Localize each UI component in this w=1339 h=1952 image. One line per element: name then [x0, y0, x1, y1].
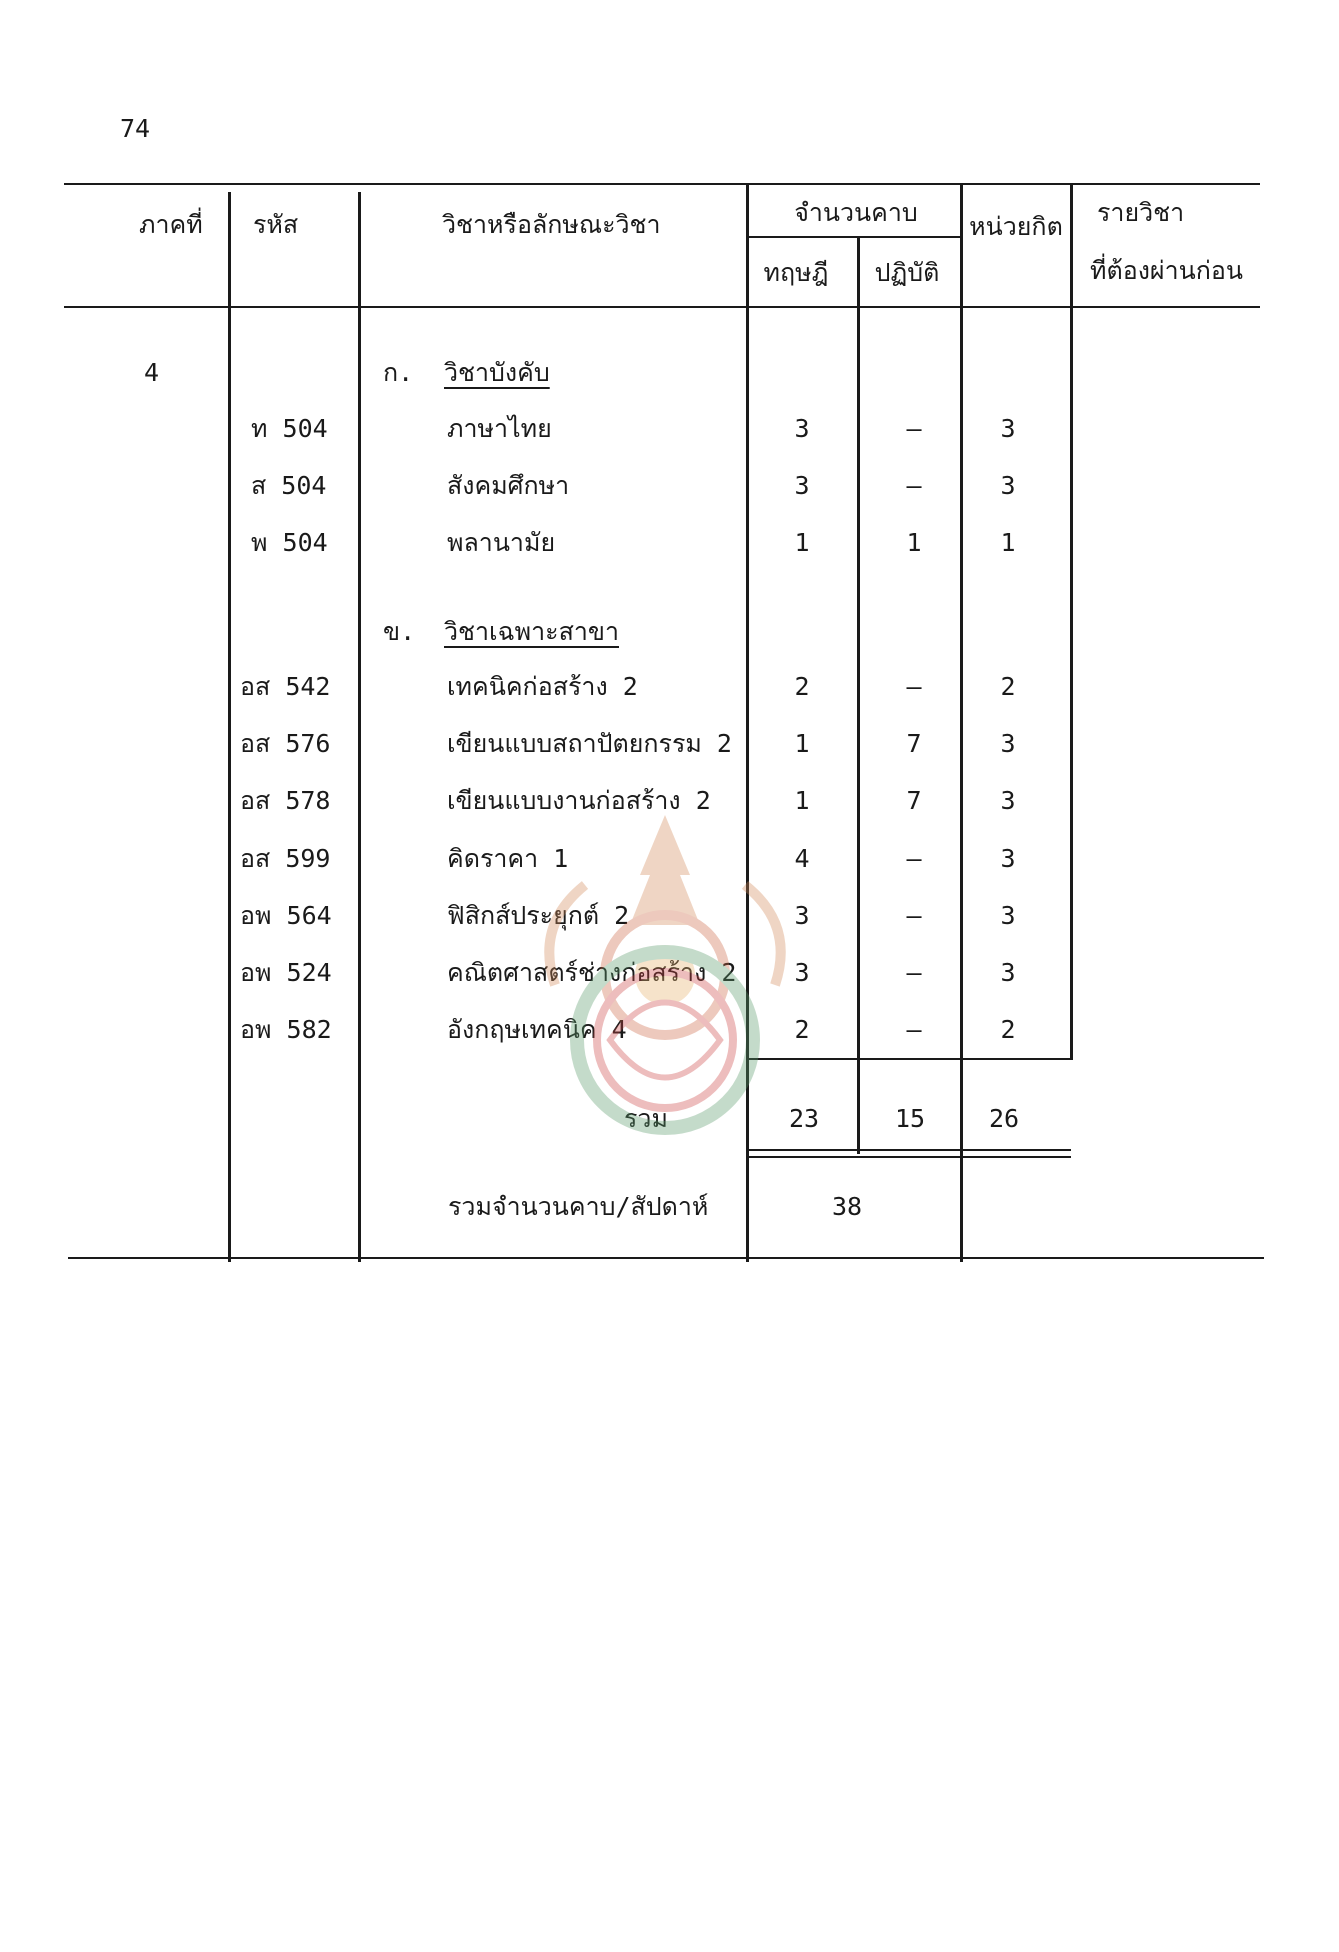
theory-periods: 2: [794, 672, 810, 701]
credits-value: 3: [1000, 471, 1016, 500]
credits-value: 1: [1000, 528, 1016, 557]
section-b-title: วิชาเฉพาะสาขา: [444, 617, 619, 646]
course-code: อส 578: [240, 786, 331, 815]
header-term: ภาคที่: [139, 210, 203, 239]
practice-periods: –: [906, 901, 922, 930]
header-credits: หน่วยกิต: [969, 212, 1063, 241]
total-theory: 23: [788, 1104, 820, 1133]
header-theory: ทฤษฎี: [763, 258, 829, 287]
theory-periods: 1: [794, 729, 810, 758]
course-code: อส 542: [240, 672, 331, 701]
practice-periods: –: [906, 414, 922, 443]
table-top-rule: [64, 183, 1260, 185]
practice-periods: –: [906, 672, 922, 701]
column-rule-theory: [857, 236, 860, 1154]
course-name: ภาษาไทย: [447, 414, 552, 443]
credits-value: 3: [1000, 729, 1016, 758]
practice-periods: –: [906, 471, 922, 500]
course-name: เขียนแบบงานก่อสร้าง 2: [447, 786, 711, 815]
header-code: รหัส: [253, 210, 299, 239]
course-name: ฟิสิกส์ประยุกต์ 2: [447, 901, 630, 930]
column-rule-term: [228, 192, 231, 1262]
section-a-marker: ก.: [383, 358, 414, 387]
header-prereq-line2: ที่ต้องผ่านก่อน: [1090, 256, 1243, 285]
section-a-title: วิชาบังคับ: [444, 358, 550, 387]
course-code: ท 504: [251, 414, 328, 443]
periods-subheader-rule: [747, 236, 960, 238]
course-code: ส 504: [251, 471, 327, 500]
column-rule-code: [358, 192, 361, 1262]
total-credits: 26: [988, 1104, 1020, 1133]
theory-periods: 3: [794, 414, 810, 443]
practice-periods: –: [906, 958, 922, 987]
course-code: พ 504: [251, 528, 328, 557]
total-double-rule-1: [747, 1149, 1071, 1151]
practice-periods: 7: [906, 786, 922, 815]
header-practice: ปฏิบัติ: [874, 258, 940, 287]
course-name: อังกฤษเทคนิค 4: [447, 1015, 627, 1044]
table-bottom-rule: [68, 1257, 1264, 1259]
column-rule-credits: [1070, 185, 1073, 1060]
page-number: 74: [120, 114, 151, 143]
total-double-rule-2: [747, 1156, 1071, 1158]
course-code: อพ 582: [240, 1015, 332, 1044]
course-name: คณิตศาสตร์ช่างก่อสร้าง 2: [447, 958, 737, 987]
course-code: อส 599: [240, 844, 331, 873]
column-rule-practice: [960, 185, 963, 1262]
seal-watermark: [515, 805, 815, 1135]
credits-value: 3: [1000, 414, 1016, 443]
header-bottom-rule: [64, 306, 1260, 308]
practice-periods: 7: [906, 729, 922, 758]
weekly-total-label: รวมจำนวนคาบ/สัปดาห์: [448, 1192, 709, 1221]
theory-periods: 3: [794, 471, 810, 500]
theory-periods: 4: [794, 844, 810, 873]
credits-value: 2: [1000, 1015, 1016, 1044]
theory-periods: 1: [794, 528, 810, 557]
section-b-marker: ข.: [383, 617, 416, 646]
credits-value: 3: [1000, 844, 1016, 873]
credits-value: 3: [1000, 786, 1016, 815]
total-label: รวม: [624, 1104, 668, 1133]
header-subject: วิชาหรือลักษณะวิชา: [442, 210, 661, 239]
course-code: อพ 524: [240, 958, 332, 987]
theory-periods: 3: [794, 958, 810, 987]
term-value: 4: [144, 358, 160, 387]
course-name: เทคนิคก่อสร้าง 2: [447, 672, 638, 701]
credits-value: 3: [1000, 958, 1016, 987]
credits-value: 2: [1000, 672, 1016, 701]
course-name: คิดราคา 1: [447, 844, 569, 873]
theory-periods: 3: [794, 901, 810, 930]
course-name: สังคมศึกษา: [447, 471, 570, 500]
practice-periods: –: [906, 1015, 922, 1044]
credits-value: 3: [1000, 901, 1016, 930]
header-prereq-line1: รายวิชา: [1097, 198, 1185, 227]
practice-periods: –: [906, 844, 922, 873]
course-code: อส 576: [240, 729, 331, 758]
header-periods: จำนวนคาบ: [794, 198, 918, 227]
course-code: อพ 564: [240, 901, 332, 930]
practice-periods: 1: [906, 528, 922, 557]
course-name: เขียนแบบสถาปัตยกรรม 2: [447, 729, 732, 758]
theory-periods: 2: [794, 1015, 810, 1044]
theory-periods: 1: [794, 786, 810, 815]
course-name: พลานามัย: [447, 528, 556, 557]
total-practice: 15: [894, 1104, 926, 1133]
weekly-total-value: 38: [831, 1192, 863, 1221]
